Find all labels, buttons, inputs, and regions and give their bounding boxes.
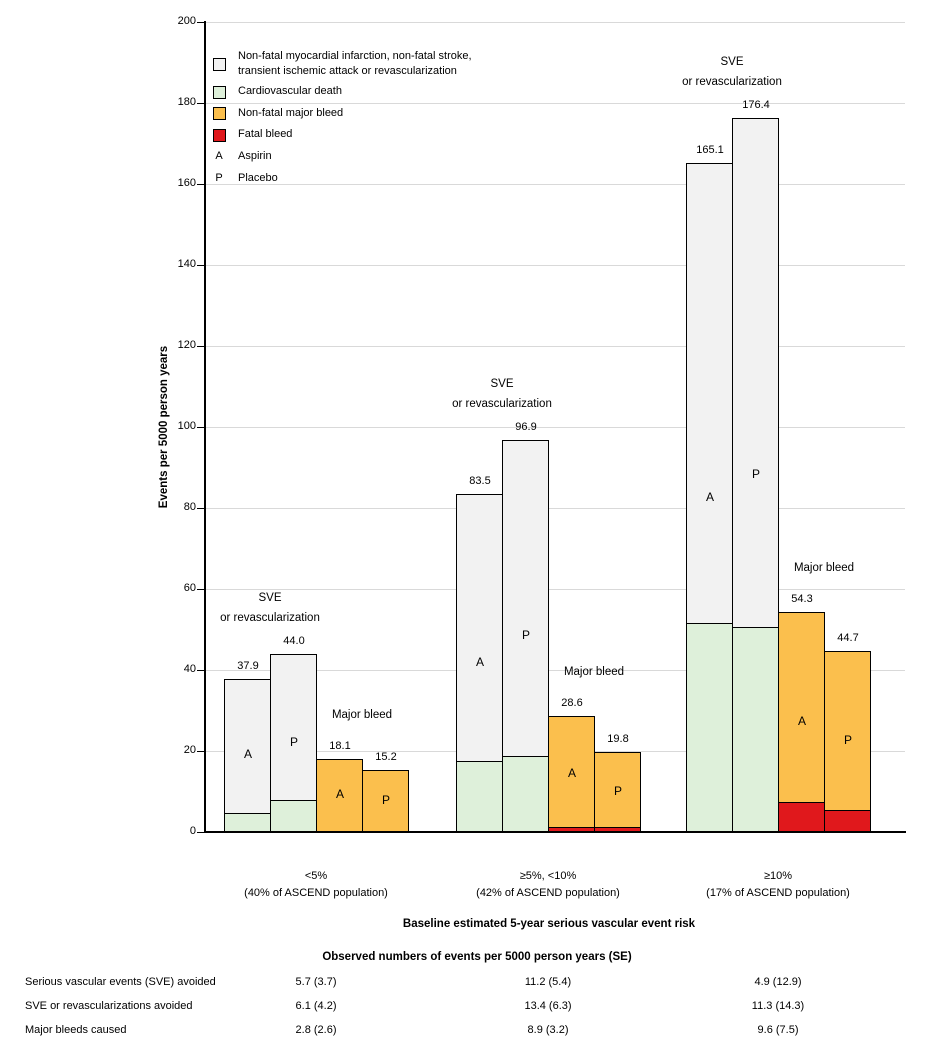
y-axis-label: Events per 5000 person years	[158, 345, 170, 509]
y-axis-line	[204, 21, 206, 832]
bar-letter: A	[705, 489, 714, 504]
legend-label: Fatal bleed	[238, 128, 293, 140]
gridline	[206, 184, 905, 185]
x-category-note: (40% of ASCEND population)	[244, 887, 388, 899]
y-tick-label: 180	[177, 96, 196, 108]
table-cell: 5.7 (3.7)	[295, 976, 337, 988]
legend-key-label: Aspirin	[238, 150, 272, 162]
table-row-label: SVE or revascularizations avoided	[25, 1000, 193, 1012]
y-tick-label: 100	[177, 420, 196, 432]
legend-label: Non-fatal major bleed	[238, 106, 344, 119]
bar-letter: A	[335, 787, 344, 802]
y-tick-label: 200	[177, 15, 196, 27]
bar-value-label: 54.3	[791, 593, 813, 606]
bar-value-label: 18.1	[329, 739, 351, 752]
table-cell: 2.8 (2.6)	[295, 1024, 337, 1036]
sve-annotation-line1: SVE	[720, 55, 744, 68]
gridline	[206, 589, 905, 590]
x-category-label: <5%	[304, 870, 328, 882]
legend-swatch-nonfatal-mi-stroke-tia-revasc	[213, 58, 226, 71]
bar-letter: A	[567, 766, 576, 781]
bar-letter: A	[797, 714, 806, 729]
bar-segment-nonfatal-mi-stroke-tia-revasc	[686, 163, 733, 624]
bar-letter: P	[613, 783, 622, 798]
y-tick	[197, 184, 204, 186]
table-cell: 4.9 (12.9)	[754, 976, 802, 988]
bar-segment-fatal-bleed	[824, 810, 871, 833]
legend-swatch-fatal-bleed	[213, 129, 226, 142]
bar-segment-nonfatal-mi-stroke-tia-revasc	[270, 654, 317, 802]
x-axis-line	[204, 831, 906, 833]
bar-value-label: 44.0	[283, 634, 305, 647]
legend-key-label: Placebo	[238, 172, 278, 184]
bar-value-label: 15.2	[375, 751, 397, 764]
y-tick-label: 160	[177, 177, 196, 189]
table-cell: 11.2 (5.4)	[524, 976, 572, 988]
table-cell: 13.4 (6.3)	[524, 1000, 572, 1012]
x-category-label: ≥5%, <10%	[519, 870, 577, 882]
bar-segment-cardiovascular-death	[224, 813, 271, 833]
bar-segment-cardiovascular-death	[686, 623, 733, 833]
sve-annotation-line2: or revascularization	[452, 397, 552, 410]
table-cell: 11.3 (14.3)	[751, 1000, 805, 1012]
bar-letter: P	[521, 627, 530, 642]
bar-value-label: 19.8	[607, 732, 629, 745]
y-tick	[197, 589, 204, 591]
bar-letter: A	[243, 747, 252, 762]
bar-segment-cardiovascular-death	[270, 800, 317, 833]
table-heading: Observed numbers of events per 5000 person years (SE)	[322, 951, 632, 963]
bar-segment-nonfatal-mi-stroke-tia-revasc	[224, 679, 271, 814]
major-bleed-annotation: Major bleed	[793, 562, 855, 575]
legend-key-symbol: A	[215, 150, 223, 162]
y-tick-label: 80	[183, 501, 196, 513]
bar-segment-nonfatal-mi-stroke-tia-revasc	[456, 494, 503, 762]
gridline	[206, 22, 905, 23]
bar-letter: A	[475, 654, 484, 669]
y-tick	[197, 265, 204, 267]
gridline	[206, 103, 905, 104]
gridline	[206, 508, 905, 509]
table-row-label: Major bleeds caused	[25, 1024, 127, 1036]
y-tick	[197, 346, 204, 348]
table-cell: 9.6 (7.5)	[757, 1024, 799, 1036]
table-cell: 8.9 (3.2)	[527, 1024, 569, 1036]
y-tick	[197, 832, 204, 834]
bar-value-label: 96.9	[515, 420, 537, 433]
legend-key-symbol: P	[215, 172, 223, 184]
bar-segment-nonfatal-mi-stroke-tia-revasc	[502, 440, 549, 758]
bar-value-label: 83.5	[469, 474, 491, 487]
bar-value-label: 44.7	[837, 631, 859, 644]
bar-value-label: 37.9	[237, 659, 259, 672]
bar-letter: P	[843, 733, 852, 748]
y-tick-label: 20	[183, 744, 196, 756]
bar-segment-nonfatal-major-bleed	[824, 651, 871, 811]
bar-segment-cardiovascular-death	[456, 761, 503, 833]
y-tick-label: 0	[189, 825, 196, 837]
table-cell: 6.1 (4.2)	[295, 1000, 337, 1012]
bar-letter: P	[751, 466, 760, 481]
legend-label: Cardiovascular death	[238, 85, 342, 97]
bar-letter: P	[289, 734, 298, 749]
x-category-note: (42% of ASCEND population)	[476, 887, 620, 899]
y-tick-label: 40	[183, 663, 196, 675]
y-tick	[197, 103, 204, 105]
sve-annotation-line1: SVE	[258, 591, 282, 604]
gridline	[206, 265, 905, 266]
bar-value-label: 28.6	[561, 697, 583, 710]
major-bleed-annotation: Major bleed	[331, 708, 393, 721]
y-tick	[197, 22, 204, 24]
legend-label: Non-fatal myocardial infarction, non-fatal stroke,	[238, 50, 472, 62]
bar-value-label: 176.4	[742, 98, 770, 111]
x-category-note: (17% of ASCEND population)	[706, 887, 850, 899]
bar-segment-cardiovascular-death	[732, 627, 779, 833]
bar-segment-nonfatal-mi-stroke-tia-revasc	[732, 118, 779, 628]
major-bleed-annotation: Major bleed	[563, 666, 625, 679]
legend-swatch-nonfatal-major-bleed	[213, 107, 226, 120]
sve-annotation-line1: SVE	[490, 377, 514, 390]
y-tick	[197, 508, 204, 510]
x-axis-title: Baseline estimated 5-year serious vascular event risk	[402, 918, 696, 930]
bar-segment-fatal-bleed	[778, 802, 825, 833]
gridline	[206, 346, 905, 347]
legend-label: transient ischemic attack or revascularization	[238, 64, 457, 77]
y-tick-label: 140	[177, 258, 196, 270]
bar-segment-cardiovascular-death	[502, 756, 549, 833]
table-row-label: Serious vascular events (SVE) avoided	[25, 976, 216, 988]
y-tick	[197, 751, 204, 753]
sve-annotation-line2: or revascularization	[682, 75, 782, 88]
bar-value-label: 165.1	[696, 144, 724, 157]
y-tick	[197, 670, 204, 672]
y-tick-label: 60	[183, 582, 196, 594]
bar-letter: P	[381, 793, 390, 808]
y-tick	[197, 427, 204, 429]
legend-swatch-cardiovascular-death	[213, 86, 226, 99]
sve-annotation-line2: or revascularization	[220, 611, 320, 624]
y-tick-label: 120	[177, 339, 196, 351]
x-category-label: ≥10%	[763, 870, 793, 882]
